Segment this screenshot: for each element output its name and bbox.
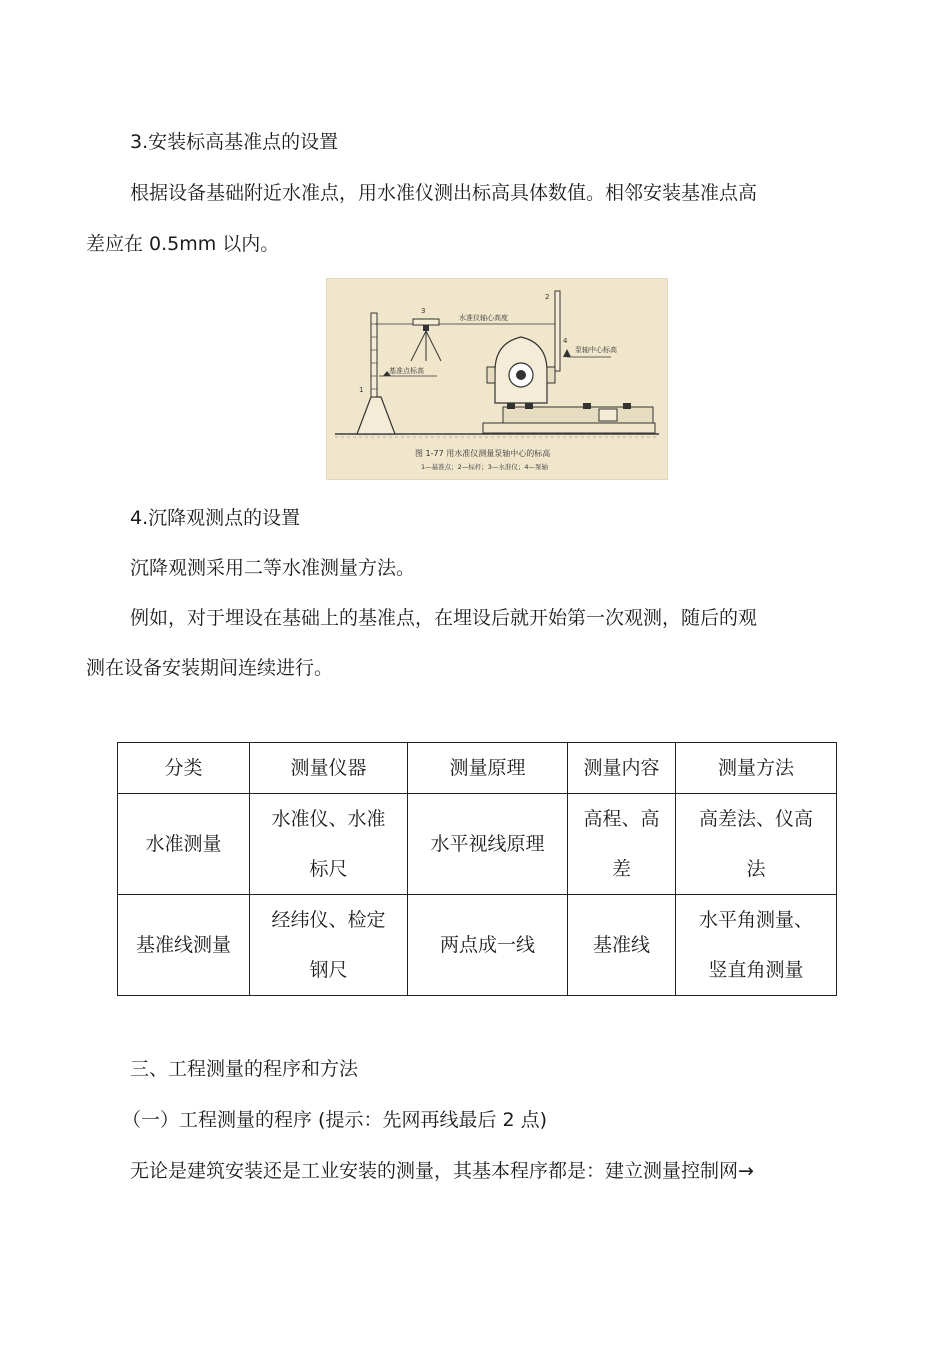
table-header-cell: 分类 xyxy=(118,743,250,794)
table-row xyxy=(118,895,837,996)
figure-number-3: 3 xyxy=(421,307,426,315)
figure-legend: 1—基准点；2—标杆；3—水准仪；4—泵轴 xyxy=(421,463,549,471)
cell-line: 标尺 xyxy=(309,858,348,880)
figure-number-2: 2 xyxy=(545,293,550,301)
table-cell-instrument xyxy=(250,895,408,996)
table-cell-content xyxy=(568,794,676,895)
table-header-cell: 测量仪器 xyxy=(250,743,408,794)
chapter-heading: 三、工程测量的程序和方法 xyxy=(130,1058,359,1080)
table-cell-category: 水准测量 xyxy=(118,794,250,895)
cell-line: 差 xyxy=(611,858,631,880)
table-row xyxy=(118,794,837,895)
axis-height-label: 水准仪轴心高度 xyxy=(459,314,508,322)
cell-line: 高差法、仪高 xyxy=(698,808,813,830)
figure-caption: 图 1-77 用水准仪测量泵轴中心的标高 xyxy=(415,449,551,458)
cell-line: 水准仪、水准 xyxy=(271,808,386,830)
figure-number-1: 1 xyxy=(359,386,364,394)
table-cell-category: 基准线测量 xyxy=(118,895,250,996)
base-point-label: 基准点标高 xyxy=(389,367,424,375)
figure-number-4: 4 xyxy=(563,337,568,345)
table-header-cell: 测量原理 xyxy=(408,743,568,794)
table-header-cell: 测量方法 xyxy=(676,743,837,794)
table-cell-principle: 水平视线原理 xyxy=(408,794,568,895)
section3-paragraph-line2: 差应在 0.5mm 以内。 xyxy=(86,233,280,255)
table-header-cell: 测量内容 xyxy=(568,743,676,794)
subsection-heading: （一）工程测量的程序 (提示：先网再线最后 2 点) xyxy=(122,1109,548,1131)
pump-axis-level-figure xyxy=(326,278,668,480)
measurement-methods-table xyxy=(117,742,837,996)
table-cell-content: 基准线 xyxy=(568,895,676,996)
table-cell-instrument xyxy=(250,794,408,895)
table-header-row xyxy=(118,743,837,794)
section3-paragraph-line1: 根据设备基础附近水准点，用水准仪测出标高具体数值。相邻安装基准点高 xyxy=(130,182,758,204)
cell-line: 竖直角测量 xyxy=(708,959,804,981)
section4-paragraph2-line2: 测在设备安装期间连续进行。 xyxy=(86,657,334,679)
cell-line: 水平角测量、 xyxy=(698,909,813,931)
procedure-paragraph-line1: 无论是建筑安装还是工业安装的测量，其基本程序都是：建立测量控制网→ xyxy=(130,1160,754,1182)
section4-heading: 4.沉降观测点的设置 xyxy=(130,507,301,529)
section4-paragraph2-line1: 例如，对于埋设在基础上的基准点，在埋设后就开始第一次观测，随后的观 xyxy=(130,607,758,629)
section4-paragraph1: 沉降观测采用二等水准测量方法。 xyxy=(130,557,416,579)
pump-center-label: 泵轴中心标高 xyxy=(575,346,617,354)
cell-line: 法 xyxy=(746,858,766,880)
table-cell-method xyxy=(676,794,837,895)
table-cell-principle: 两点成一线 xyxy=(408,895,568,996)
cell-line: 高程、高 xyxy=(583,808,660,830)
cell-line: 经纬仪、检定 xyxy=(271,909,386,931)
table-cell-method xyxy=(676,895,837,996)
section3-heading: 3.安装标高基准点的设置 xyxy=(130,131,339,153)
cell-line: 钢尺 xyxy=(309,959,348,981)
